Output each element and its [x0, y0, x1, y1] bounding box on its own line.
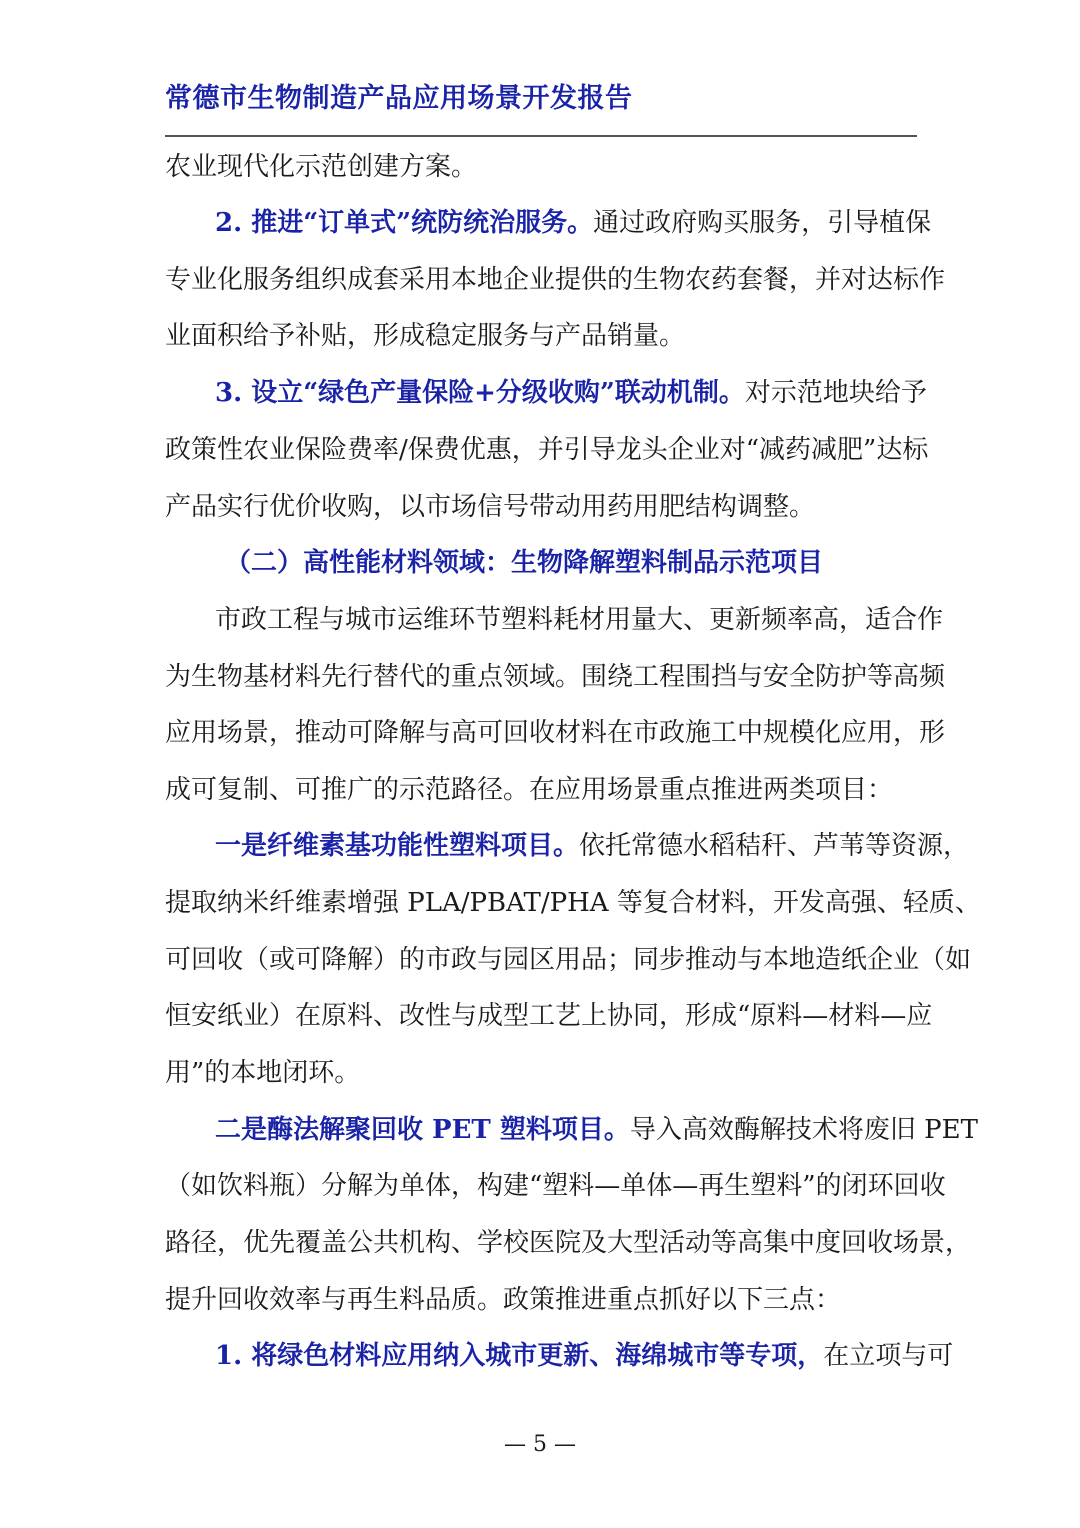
paragraph-line: 业面积给予补贴，形成稳定服务与产品销量。: [165, 321, 686, 351]
item-body: 通过政府购买服务，引导植保: [593, 208, 932, 238]
item-heading: 2. 推进“订单式”统防统治服务。: [215, 208, 594, 238]
paragraph-line: 专业化服务组织成套采用本地企业提供的生物农药套餐，并对达标作: [165, 265, 946, 295]
paragraph-line: 农业现代化示范创建方案。: [165, 152, 478, 182]
paragraph-line: [215, 829, 970, 863]
paragraph-line: [215, 1113, 978, 1147]
item-heading: 1. 将绿色材料应用纳入城市更新、海绵城市等专项，: [215, 1341, 824, 1371]
document-running-title: 常德市生物制造产品应用场景开发报告: [165, 83, 633, 114]
paragraph-line: 政策性农业保险费率/保费优惠，并引导龙头企业对“减药减肥”达标: [165, 435, 929, 465]
paragraph-line: 提升回收效率与再生料品质。政策推进重点抓好以下三点：: [165, 1285, 842, 1315]
paragraph-line: 市政工程与城市运维环节塑料耗材用量大、更新频率高，适合作: [215, 605, 944, 635]
item-body: 依托常德水稻秸秆、芦苇等资源，: [579, 831, 970, 861]
paragraph-line: 应用场景，推动可降解与高可回收材料在市政施工中规模化应用，形: [165, 718, 946, 748]
paragraph-line: 成可复制、可推广的示范路径。在应用场景重点推进两类项目：: [165, 775, 894, 805]
paragraph-line: 恒安纸业）在原料、改性与成型工艺上协同，形成“原料—材料—应: [165, 1001, 933, 1031]
item-heading: 一是纤维素基功能性塑料项目。: [215, 831, 580, 861]
paragraph-line: 路径，优先覆盖公共机构、学校医院及大型活动等高集中度回收场景，: [165, 1228, 972, 1258]
paragraph-line: （如饮料瓶）分解为单体，构建“塑料—单体—再生塑料”的闭环回收: [165, 1171, 946, 1201]
paragraph-line: 产品实行优价收购，以市场信号带动用药用肥结构调整。: [165, 492, 816, 522]
item-body: 导入高效酶解技术将废旧 PET: [629, 1115, 978, 1145]
paragraph-line: 提取纳米纤维素增强 PLA/PBAT/PHA 等复合材料，开发高强、轻质、: [165, 888, 981, 918]
item-heading: 3. 设立“绿色产量保险+分级收购”联动机制。: [215, 378, 745, 408]
item-body: 在立项与可: [823, 1341, 954, 1371]
item-heading: 二是酶法解聚回收 PET 塑料项目。: [215, 1115, 630, 1145]
paragraph-line: [215, 1339, 954, 1373]
paragraph-line: [215, 376, 927, 410]
item-body: 对示范地块给予: [744, 378, 927, 408]
paragraph-line: 可回收（或可降解）的市政与园区用品；同步推动与本地造纸企业（如: [165, 945, 972, 975]
section-heading: （二）高性能材料领域：生物降解塑料制品示范项目: [225, 548, 824, 578]
page-number: — 5 —: [504, 1432, 576, 1457]
paragraph-line: 为生物基材料先行替代的重点领域。围绕工程围挡与安全防护等高频: [165, 662, 946, 692]
paragraph-line: 用”的本地闭环。: [165, 1058, 361, 1088]
header-divider: [165, 135, 917, 137]
paragraph-line: [215, 206, 932, 240]
